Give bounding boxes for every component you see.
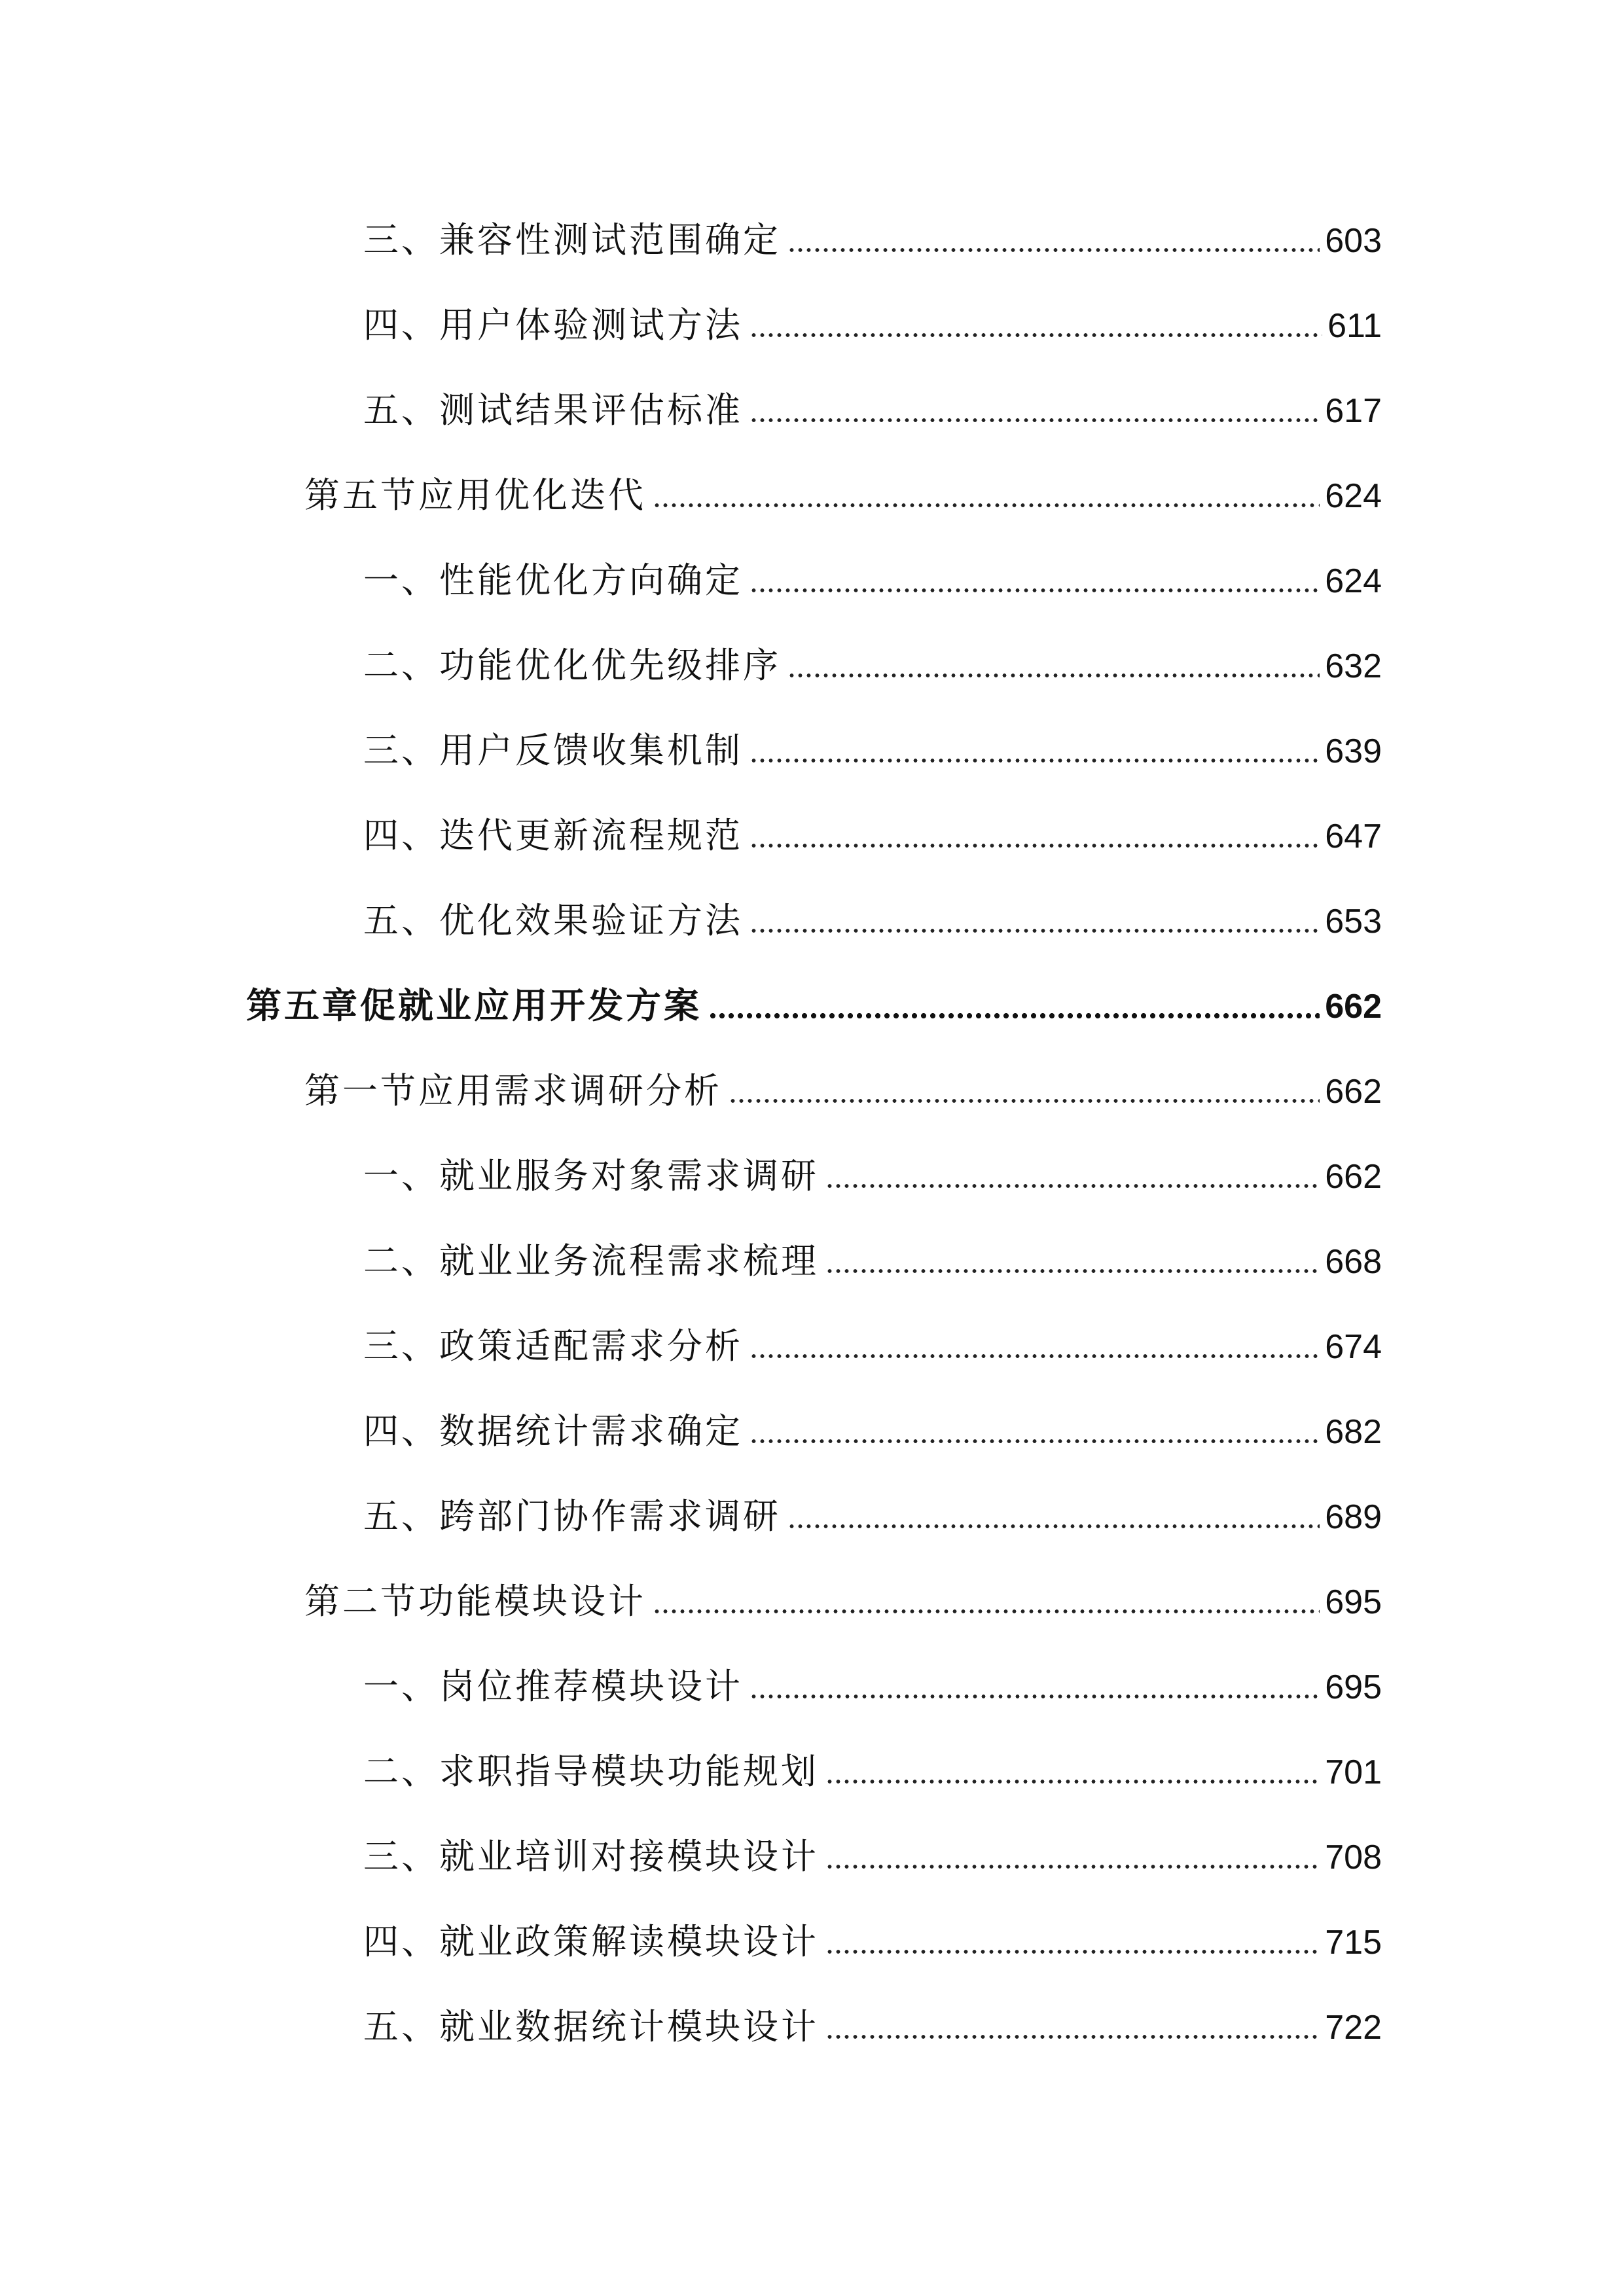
toc-entry[interactable] xyxy=(363,810,1382,862)
toc-entry[interactable] xyxy=(363,554,1382,607)
toc-dot-leader xyxy=(749,418,1320,422)
toc-entry-title: 四、数据统计需求确定 xyxy=(363,1410,743,1452)
toc-entry[interactable] xyxy=(363,1916,1382,1968)
toc-entry[interactable] xyxy=(363,1150,1382,1202)
toc-entry[interactable] xyxy=(363,384,1382,437)
toc-dot-leader xyxy=(825,2035,1320,2039)
toc-entry[interactable] xyxy=(363,639,1382,692)
toc-entry[interactable] xyxy=(363,1831,1382,1883)
toc-page-number: 647 xyxy=(1325,817,1382,855)
toc-page-number: 689 xyxy=(1325,1498,1382,1536)
toc-dot-leader xyxy=(787,673,1320,677)
toc-dot-leader xyxy=(749,759,1320,762)
toc-page-number: 682 xyxy=(1325,1413,1382,1451)
toc-entry[interactable] xyxy=(363,214,1382,266)
toc-entry[interactable] xyxy=(363,895,1382,947)
toc-entry-title: 第五节应用优化迭代 xyxy=(304,475,646,516)
toc-entry-title: 五、就业数据统计模块设计 xyxy=(363,2006,819,2047)
toc-dot-leader xyxy=(825,1950,1320,1954)
toc-page-number: 632 xyxy=(1325,647,1382,685)
toc-entry[interactable] xyxy=(363,2001,1382,2053)
toc-page-number: 695 xyxy=(1325,1583,1382,1621)
toc-page-number: 653 xyxy=(1325,903,1382,941)
toc-dot-leader xyxy=(825,1865,1320,1869)
toc-dot-leader xyxy=(825,1184,1320,1188)
toc-page-number: 708 xyxy=(1325,1839,1382,1876)
toc-entry-title: 第一节应用需求调研分析 xyxy=(304,1070,722,1111)
toc-entry-title: 四、就业政策解读模块设计 xyxy=(363,1921,819,1962)
toc-dot-leader xyxy=(787,1524,1320,1528)
toc-page-number: 722 xyxy=(1325,2009,1382,2047)
toc-entry[interactable] xyxy=(363,1235,1382,1287)
toc-entry-title: 五、测试结果评估标准 xyxy=(363,389,743,431)
toc-dot-leader xyxy=(749,333,1322,337)
toc-dot-leader xyxy=(708,1013,1320,1018)
toc-entry[interactable] xyxy=(363,1490,1382,1543)
toc-page-number: 695 xyxy=(1325,1668,1382,1706)
toc-entry-title: 一、性能优化方向确定 xyxy=(363,560,743,601)
toc-entry[interactable] xyxy=(363,299,1382,351)
toc-entry-title: 一、岗位推荐模块设计 xyxy=(363,1666,743,1707)
toc-entry-title: 四、用户体验测试方法 xyxy=(363,304,743,346)
toc-entry-title: 三、就业培训对接模块设计 xyxy=(363,1836,819,1877)
toc-entry-title: 四、迭代更新流程规范 xyxy=(363,815,743,856)
toc-dot-leader xyxy=(749,1439,1320,1443)
toc-entry-title: 二、功能优化优先级排序 xyxy=(363,645,781,686)
toc-dot-leader xyxy=(749,1695,1320,1698)
toc-page-number: 662 xyxy=(1325,1073,1382,1111)
toc-page-number: 715 xyxy=(1325,1924,1382,1962)
toc-page-number: 611 xyxy=(1327,307,1382,345)
toc-dot-leader xyxy=(749,929,1320,933)
toc-dot-leader xyxy=(787,248,1320,252)
toc-entry-title: 二、求职指导模块功能规划 xyxy=(363,1751,819,1792)
toc-page-number: 617 xyxy=(1325,392,1382,430)
toc-entry-title: 五、跨部门协作需求调研 xyxy=(363,1496,781,1537)
toc-page-number: 674 xyxy=(1325,1328,1382,1366)
toc-entry-title: 三、政策适配需求分析 xyxy=(363,1325,743,1367)
toc-dot-leader xyxy=(825,1269,1320,1273)
toc-section-entry[interactable] xyxy=(304,1575,1382,1628)
toc-chapter-entry[interactable] xyxy=(246,980,1382,1032)
toc-entry[interactable] xyxy=(363,725,1382,777)
toc-dot-leader xyxy=(653,1609,1320,1613)
toc-dot-leader xyxy=(749,844,1320,848)
toc-page-number: 701 xyxy=(1325,1753,1382,1791)
toc-dot-leader xyxy=(729,1099,1320,1103)
toc-entry[interactable] xyxy=(363,1405,1382,1458)
toc-entry[interactable] xyxy=(363,1320,1382,1372)
toc-entry[interactable] xyxy=(363,1746,1382,1798)
toc-page-number: 624 xyxy=(1325,477,1382,515)
toc-section-entry[interactable] xyxy=(304,1065,1382,1117)
toc-entry-title: 第五章促就业应用开发方案 xyxy=(246,985,702,1026)
toc-dot-leader xyxy=(825,1780,1320,1784)
toc-entry-title: 五、优化效果验证方法 xyxy=(363,900,743,941)
toc-section-entry[interactable] xyxy=(304,469,1382,522)
toc-page-number: 603 xyxy=(1325,222,1382,260)
toc-page-number: 662 xyxy=(1325,988,1382,1026)
toc-entry-title: 三、兼容性测试范围确定 xyxy=(363,219,781,260)
toc-dot-leader xyxy=(749,588,1320,592)
toc-page-number: 624 xyxy=(1325,562,1382,600)
toc-entry-title: 一、就业服务对象需求调研 xyxy=(363,1155,819,1196)
toc-dot-leader xyxy=(653,503,1320,507)
toc-dot-leader xyxy=(749,1354,1320,1358)
toc-entry-title: 二、就业业务流程需求梳理 xyxy=(363,1240,819,1282)
toc-entry-title: 三、用户反馈收集机制 xyxy=(363,730,743,771)
toc-page-number: 639 xyxy=(1325,732,1382,770)
toc-page-number: 668 xyxy=(1325,1243,1382,1281)
toc-entry[interactable] xyxy=(363,1660,1382,1713)
toc-page-number: 662 xyxy=(1325,1158,1382,1196)
toc-entry-title: 第二节功能模块设计 xyxy=(304,1581,646,1622)
